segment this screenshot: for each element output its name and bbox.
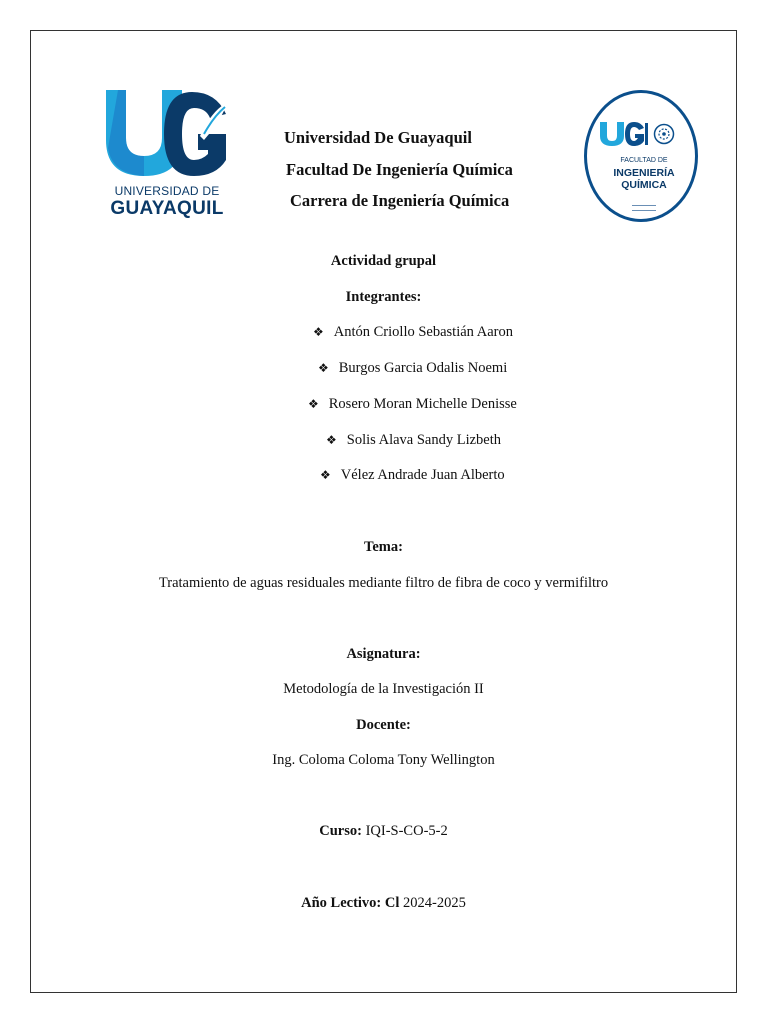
course-value: IQI-S-CO-5-2 bbox=[365, 823, 448, 839]
diamond-bullet-icon: ❖ bbox=[320, 468, 331, 482]
diamond-bullet-icon: ❖ bbox=[313, 325, 324, 339]
member-name: Vélez Andrade Juan Alberto bbox=[340, 467, 505, 483]
member-name: Solis Alava Sandy Lizbeth bbox=[346, 432, 502, 448]
members-label: Integrantes: bbox=[345, 289, 422, 305]
member-item bbox=[318, 360, 507, 377]
member-item bbox=[308, 396, 517, 413]
school-year-value: 2024-2025 bbox=[403, 895, 466, 911]
topic-value: Tratamiento de aguas residuales mediante filtro de fibra de coco y vermifiltro bbox=[158, 575, 609, 591]
member-name: Burgos Garcia Odalis Noemi bbox=[338, 360, 508, 376]
member-name: Rosero Moran Michelle Denisse bbox=[328, 396, 517, 412]
member-item bbox=[313, 324, 513, 341]
faculty-name: Facultad De Ingeniería Química bbox=[286, 160, 513, 179]
subject-value: Metodología de la Investigación II bbox=[283, 681, 484, 697]
course-label: Curso: bbox=[319, 823, 362, 839]
faculty-logo-small-text: FACULTAD DE bbox=[620, 157, 668, 164]
faculty-logo bbox=[584, 90, 702, 226]
ug-monogram-icon bbox=[104, 88, 230, 180]
diamond-bullet-icon: ❖ bbox=[308, 397, 319, 411]
faculty-logo-footer-mark bbox=[632, 205, 656, 211]
topic-label: Tema: bbox=[364, 539, 403, 555]
faculty-logo-title-line1: INGENIERÍA bbox=[613, 167, 675, 179]
course-line bbox=[30, 823, 737, 840]
activity-title: Actividad grupal bbox=[330, 253, 437, 269]
school-year-cycle: Cl bbox=[384, 895, 400, 911]
member-item bbox=[326, 432, 501, 449]
ug-university-logo bbox=[104, 88, 230, 222]
member-item bbox=[320, 467, 505, 484]
faculty-logo-title-line2: QUÍMICA bbox=[621, 179, 667, 191]
teacher-label: Docente: bbox=[356, 717, 411, 733]
teacher-value: Ing. Coloma Coloma Tony Wellington bbox=[272, 752, 495, 768]
subject-label: Asignatura: bbox=[346, 646, 421, 662]
fac-ug-monogram-icon bbox=[599, 121, 645, 147]
ug-logo-caption-bottom: GUAYAQUIL bbox=[110, 198, 224, 219]
diamond-bullet-icon: ❖ bbox=[318, 361, 329, 375]
ug-logo-caption-top: UNIVERSIDAD DE bbox=[114, 184, 220, 198]
school-year-line bbox=[30, 895, 737, 912]
school-year-label: Año Lectivo: bbox=[301, 895, 382, 911]
faculty-seal-icon bbox=[653, 123, 675, 145]
career-name: Carrera de Ingeniería Química bbox=[290, 191, 510, 210]
university-name: Universidad De Guayaquil bbox=[284, 128, 472, 147]
member-name: Antón Criollo Sebastián Aaron bbox=[333, 324, 513, 340]
diamond-bullet-icon: ❖ bbox=[326, 433, 337, 447]
